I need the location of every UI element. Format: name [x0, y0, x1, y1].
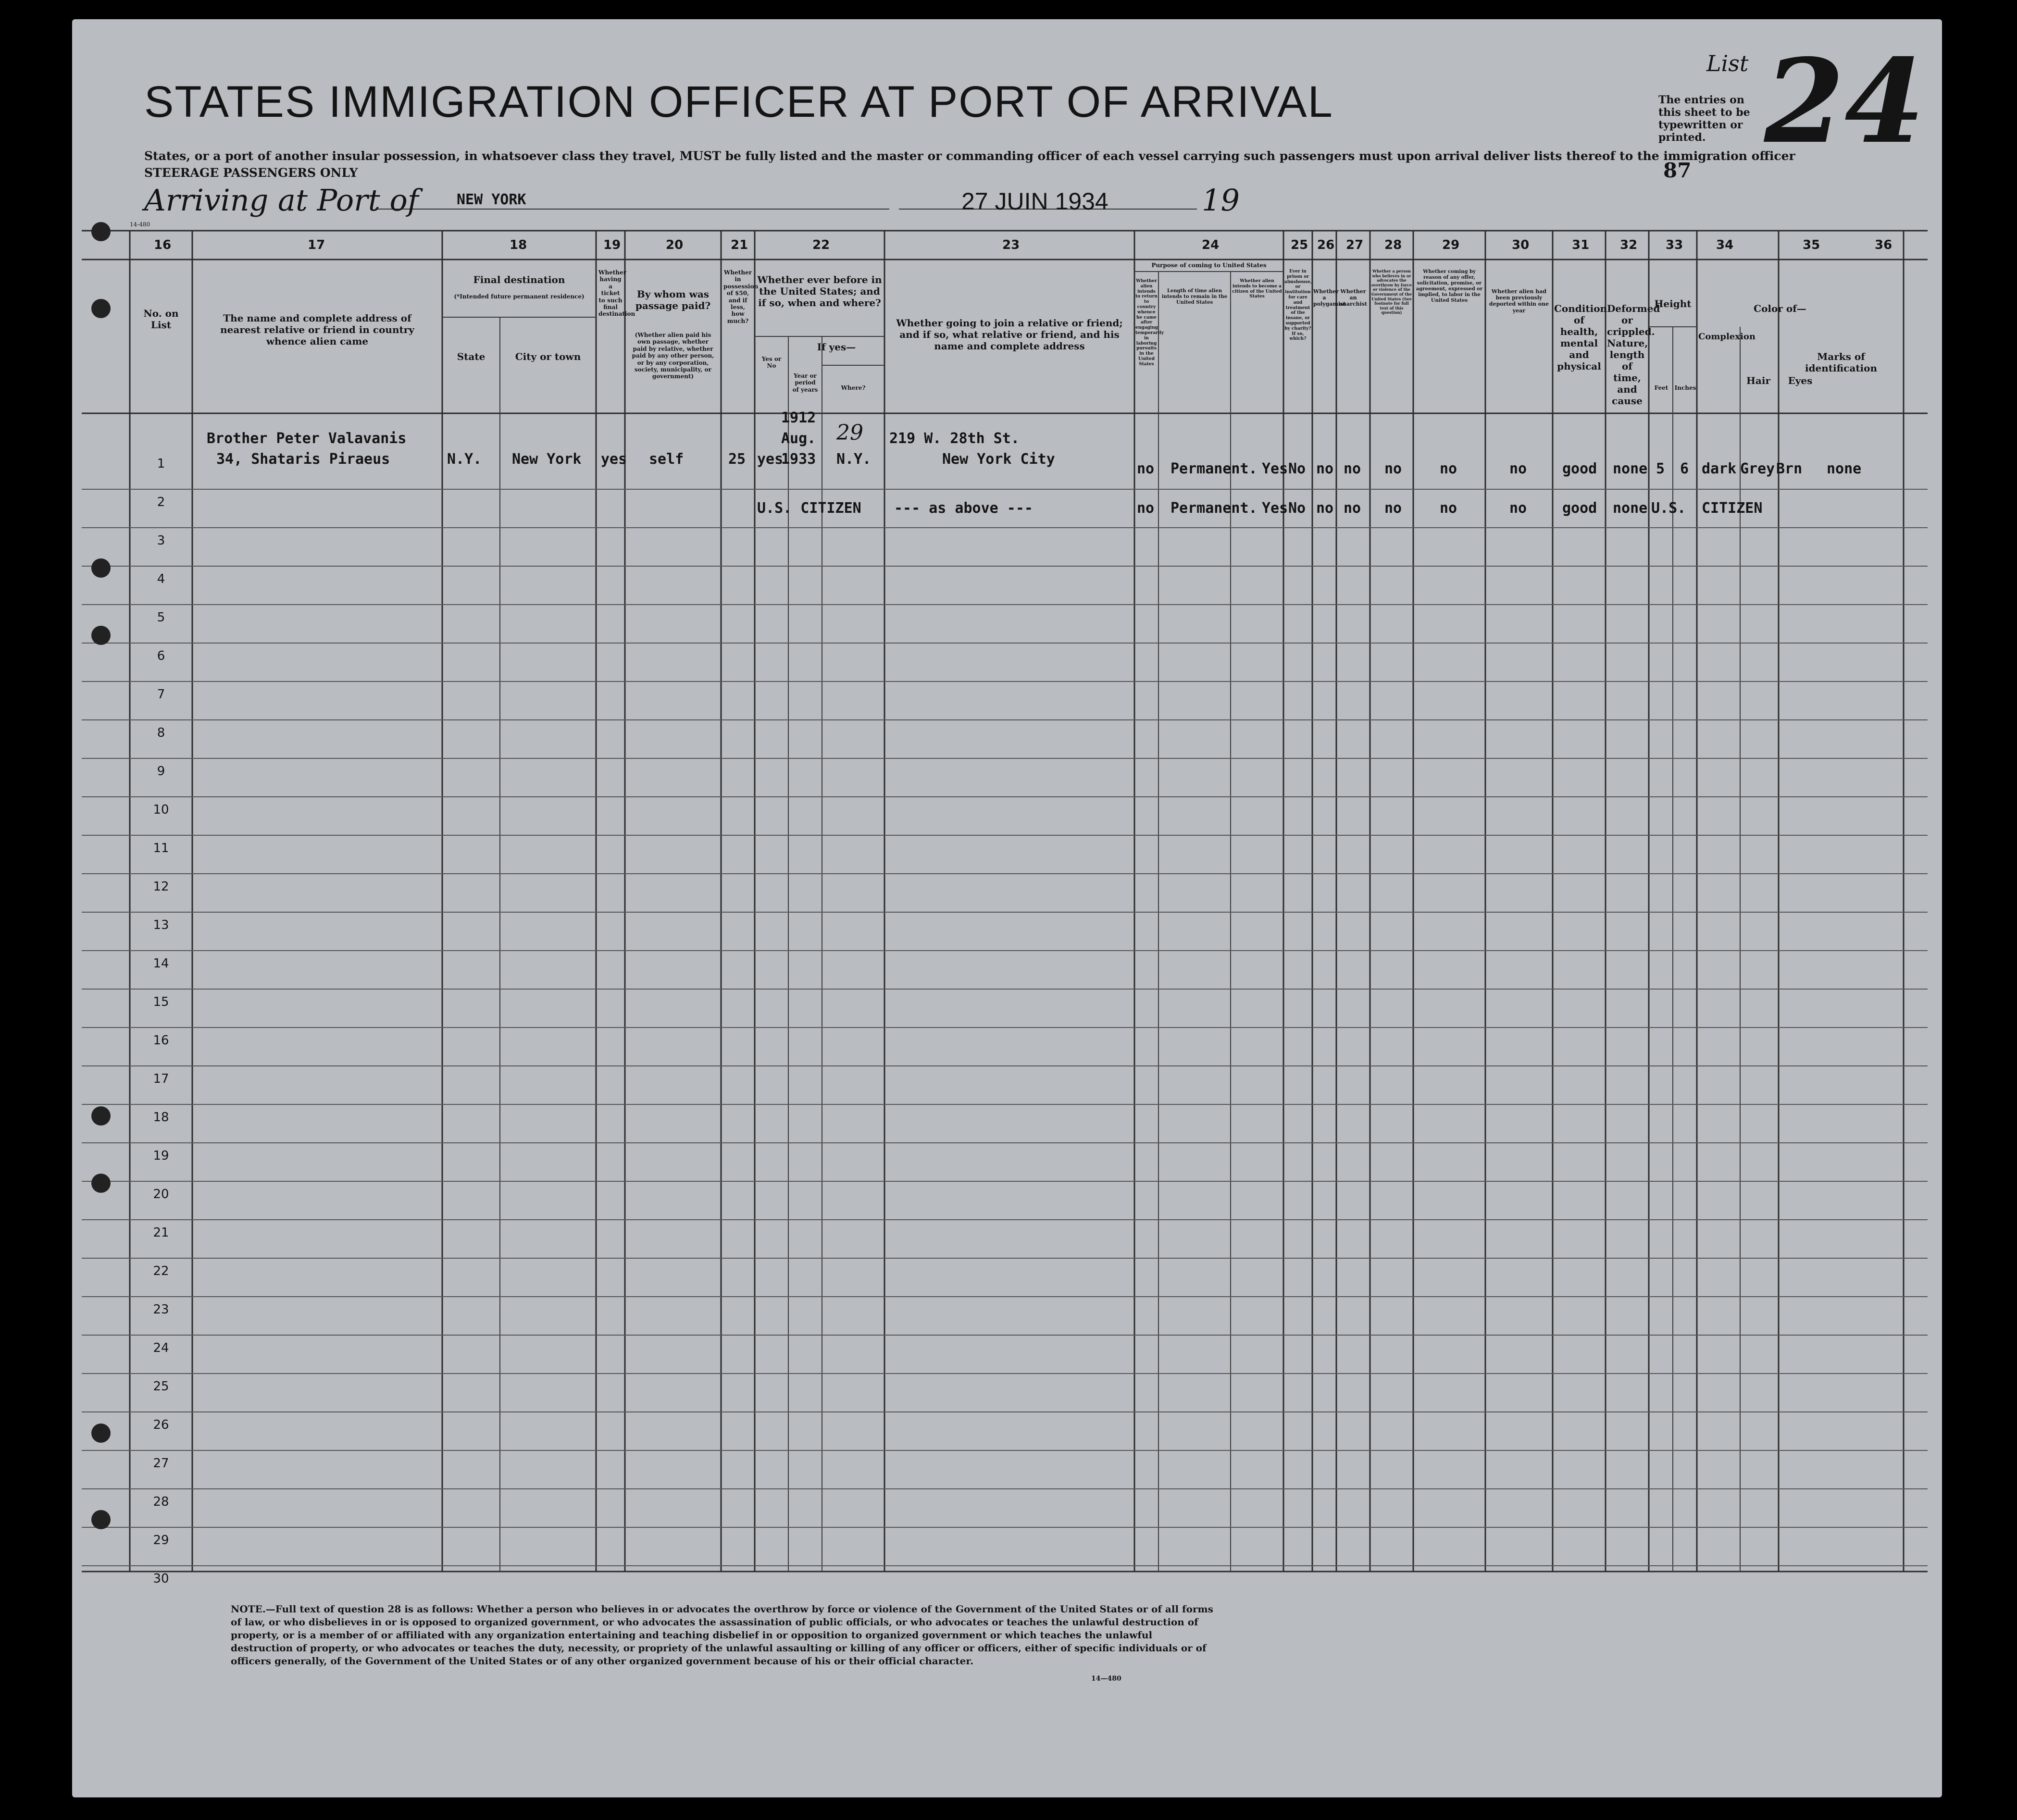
row-number: 13 [153, 918, 169, 932]
col-num: 20 [666, 238, 684, 252]
col-num: 23 [1002, 238, 1020, 252]
header-c35-hair: Hair [1746, 375, 1770, 386]
row-number: 3 [157, 533, 165, 548]
row-number: 22 [153, 1264, 169, 1278]
r2-overthrow: no [1384, 500, 1402, 517]
r1-deformed: none [1613, 460, 1648, 477]
header-c34: Complexion [1698, 332, 1756, 342]
header-c22-where: Where? [841, 384, 866, 391]
row-number: 27 [153, 1456, 169, 1471]
row-number: 28 [153, 1495, 169, 1509]
r1-hair: Grey [1740, 460, 1775, 477]
row-number: 25 [153, 1379, 169, 1394]
row-number: 20 [153, 1187, 169, 1201]
r1-length: Permanent. [1170, 460, 1258, 477]
header-c22-yesno: Yes or No [761, 356, 782, 370]
r1-polygamist: no [1316, 460, 1334, 477]
r1-years-b: Aug. [781, 430, 816, 447]
punch-hole [91, 1510, 111, 1529]
header-c35: Color of— [1754, 303, 1806, 314]
manifest-sheet [72, 19, 1942, 1797]
header-c20: By whom was passage paid? [635, 288, 711, 311]
header-c26: Whether a polygamist [1313, 288, 1346, 308]
row-number: 21 [153, 1226, 169, 1240]
r2-prison: No [1288, 500, 1306, 517]
header-c22-year: Year or period of years [792, 372, 818, 393]
footnote-code: 14—480 [1091, 1675, 1121, 1683]
col-num: 18 [510, 238, 527, 252]
row-number: 24 [153, 1341, 169, 1355]
col-num: 21 [731, 238, 748, 252]
header-c17: The name and complete address of nearest relative or friend in country whence alien came [220, 312, 414, 347]
r1-inches: 6 [1680, 460, 1689, 477]
punch-hole [91, 558, 111, 578]
header-c24a: Whether alien intends to return to country whence he came after engaging temporarily in laboring pursuits in the United States [1135, 279, 1164, 367]
row-number: 18 [153, 1110, 169, 1125]
header-c20-note: (Whether alien paid his own passage, whether paid by relative, whether paid by any other person, or by any corporation, society, municipality, or government) [632, 332, 714, 380]
row-number: 14 [153, 956, 169, 971]
col-num: 34 [1716, 238, 1734, 252]
row-number: 30 [153, 1572, 169, 1586]
header-c24: Purpose of coming to United States [1151, 262, 1267, 269]
r1-before: yes [757, 451, 784, 468]
row-number: 2 [157, 495, 165, 509]
header-c32: Deformed or crippled. Nature, length of time, and cause [1607, 303, 1660, 407]
year-prefix: 19 [1202, 183, 1240, 218]
col-num: 31 [1572, 238, 1590, 252]
row-number: 17 [153, 1072, 169, 1086]
r1-eyes: Brn [1776, 460, 1803, 477]
punch-hole [91, 626, 111, 645]
row-number: 26 [153, 1418, 169, 1432]
instruction-text: States, or a port of another insular possession, in whatsoever class they travel, MUST be fully listed and the master or commanding officer of each vessel carrying such passengers must upon arrival deliver lists thereof to the immigration officer [144, 149, 1795, 163]
r2-labor: no [1440, 500, 1457, 517]
r1-health: good [1562, 460, 1597, 477]
row-number: 1 [157, 457, 165, 471]
header-c22-ifyes: If yes— [817, 341, 856, 353]
col-num: 22 [812, 238, 830, 252]
row-number: 29 [153, 1533, 169, 1548]
date-stamp: 27 JUIN 1934 [961, 188, 1108, 215]
r2-anarchist: no [1344, 500, 1361, 517]
header-c35-eyes: Eyes [1788, 375, 1813, 386]
header-c33-inches: Inches [1674, 384, 1696, 391]
r1-years-c: 1933 [781, 451, 816, 468]
r1-state: N.Y. [447, 451, 482, 468]
row-number: 4 [157, 572, 165, 586]
row-number: 9 [157, 764, 165, 779]
typewritten-note: The entries on this sheet to be typewritten or printed. [1658, 94, 1750, 144]
header-c18: Final destination [473, 274, 565, 285]
header-c18-note: (*Intended future permanent residence) [454, 293, 585, 300]
punch-hole [91, 1106, 111, 1126]
col-num: 16 [154, 238, 172, 252]
punch-hole [91, 299, 111, 318]
port-value: NEW YORK [457, 191, 526, 208]
col-num: 30 [1512, 238, 1530, 252]
r2-length: Permanent. [1170, 500, 1258, 517]
row-number: 15 [153, 995, 169, 1009]
header-c36: Marks of identification [1805, 351, 1878, 374]
header-c24c: Whether alien intends to become a citizen of the United States [1232, 279, 1282, 299]
r2-citizen: Yes [1262, 500, 1288, 517]
r1-labor: no [1440, 460, 1457, 477]
header-c31: Condition of health, mental and physical [1554, 303, 1607, 372]
r1-anarchist: no [1344, 460, 1361, 477]
col-num: 28 [1384, 238, 1402, 252]
table-grid [72, 19, 1942, 1797]
r1-deported: no [1509, 460, 1527, 477]
sheet-number: 87 [1663, 159, 1692, 182]
r1-join-city: New York City [942, 451, 1055, 468]
col-num: 33 [1666, 238, 1683, 252]
r2-health: good [1562, 500, 1597, 517]
col-num: 17 [308, 238, 325, 252]
col-num: 29 [1442, 238, 1460, 252]
class-text: STEERAGE PASSENGERS ONLY [144, 166, 358, 180]
header-c24b: Length of time alien intends to remain in the United States [1161, 288, 1228, 305]
header-c33: Height [1654, 298, 1692, 310]
col-num: 25 [1291, 238, 1308, 252]
r2-us-citizen: U.S. CITIZEN [757, 500, 861, 517]
form-code: 14-480 [130, 221, 150, 228]
r2-join: --- as above --- [894, 500, 1033, 517]
col-num: 36 [1875, 238, 1892, 252]
header-c23: Whether going to join a relative or friend; and if so, what relative or friend, and his name and complete address [896, 317, 1123, 352]
r1-overthrow: no [1384, 460, 1402, 477]
header-c19: Whether having a ticket to such final destination [598, 269, 635, 318]
r2-us-b: CITIZEN [1702, 500, 1763, 517]
r1-citizen: Yes [1262, 460, 1288, 477]
punch-hole [91, 222, 111, 241]
col-num: 35 [1803, 238, 1820, 252]
header-c16: No. on List [143, 308, 179, 331]
header-c28: Whether a person who believes in or advocates the overthrow by force or violence of the Government of the United States (See footnote for full text of this question) [1371, 269, 1412, 315]
col-num: 24 [1202, 238, 1220, 252]
row-number: 19 [153, 1149, 169, 1163]
r1-years-a: 1912 [781, 409, 816, 426]
header-c22: Whether ever before in the United States; and if so, when and where? [757, 274, 882, 309]
header-c18-city: City or town [515, 351, 581, 362]
r2-deported: no [1509, 500, 1527, 517]
header-c25: Ever in prison or almshouse, or institution for care and treatment of the insane, or supported by charity? If so, which? [1284, 269, 1312, 342]
header-c30: Whether alien had been previously deported within one year [1489, 288, 1549, 314]
row-number: 6 [157, 649, 165, 663]
r1-feet: 5 [1656, 460, 1665, 477]
list-number: 24 [1764, 34, 1925, 169]
row-number: 8 [157, 726, 165, 740]
r1-where-mark: 29 [836, 421, 863, 445]
r1-ticket: yes [601, 451, 627, 468]
r1-paid-by: self [649, 451, 684, 468]
r1-where: N.Y. [836, 451, 872, 468]
r1-relative-address: 34, Shataris Piraeus [216, 451, 390, 468]
arriving-label: Arriving at Port of [144, 183, 419, 218]
r1-join-address: 219 W. 28th St. [889, 430, 1020, 447]
page-title: STATES IMMIGRATION OFFICER AT PORT OF ARRIVAL [144, 77, 1333, 126]
r1-complexion: dark [1702, 460, 1737, 477]
r2-deformed: none [1613, 500, 1648, 517]
row-number: 10 [153, 803, 169, 817]
row-number: 5 [157, 610, 165, 625]
row-number: 12 [153, 879, 169, 894]
r2-us-a: U.S. [1651, 500, 1686, 517]
r1-prison: No [1288, 460, 1306, 477]
row-number: 11 [153, 841, 169, 855]
header-c27: Whether an anarchist [1339, 288, 1368, 308]
row-number: 7 [157, 687, 165, 702]
r1-relative-name: Brother Peter Valavanis [207, 430, 407, 447]
punch-hole [91, 1424, 111, 1443]
r2-return: no [1137, 500, 1155, 517]
col-num: 27 [1346, 238, 1364, 252]
r1-city: New York [512, 451, 582, 468]
r1-return: no [1137, 460, 1155, 477]
footnote: NOTE.—Full text of question 28 is as follows: Whether a person who believes in or advocates the overthrow by force or violence of the Government of the United States or of all forms of law, or who disbelieves in or is opposed to organized government, or who advocates the assassination of public officials, or who advocates or teaches the unlawful destruction of property, or is a member of or affiliated with any organization entertaining and teaching disbelief in or opposition to organized government or which teaches the unlawful destruction of property, or who advocates or teaches the duty, necessity, or propriety of the unlawful assaulting or killing of any officer or officers, either of specific individuals or of officers generally, of the Government of the United States or of any other organized government because of his or their official character. [231, 1603, 1213, 1667]
header-c18-state: State [457, 351, 486, 362]
list-label: List [1706, 50, 1749, 76]
r1-marks: none [1827, 460, 1862, 477]
row-number: 16 [153, 1033, 169, 1048]
header-c33-feet: Feet [1654, 384, 1668, 391]
col-num: 26 [1317, 238, 1335, 252]
punch-hole [91, 1174, 111, 1193]
header-c21: Whether in possession of $50, and if less, how much? [723, 269, 759, 324]
header-c29: Whether coming by reason of any offer, solicitation, promise, or agreement, expressed or implied, to labor in the United States [1416, 269, 1483, 303]
col-num: 32 [1620, 238, 1638, 252]
col-num: 19 [603, 238, 621, 252]
r2-polygamist: no [1316, 500, 1334, 517]
r1-money: 25 [728, 451, 746, 468]
row-number: 23 [153, 1302, 169, 1317]
